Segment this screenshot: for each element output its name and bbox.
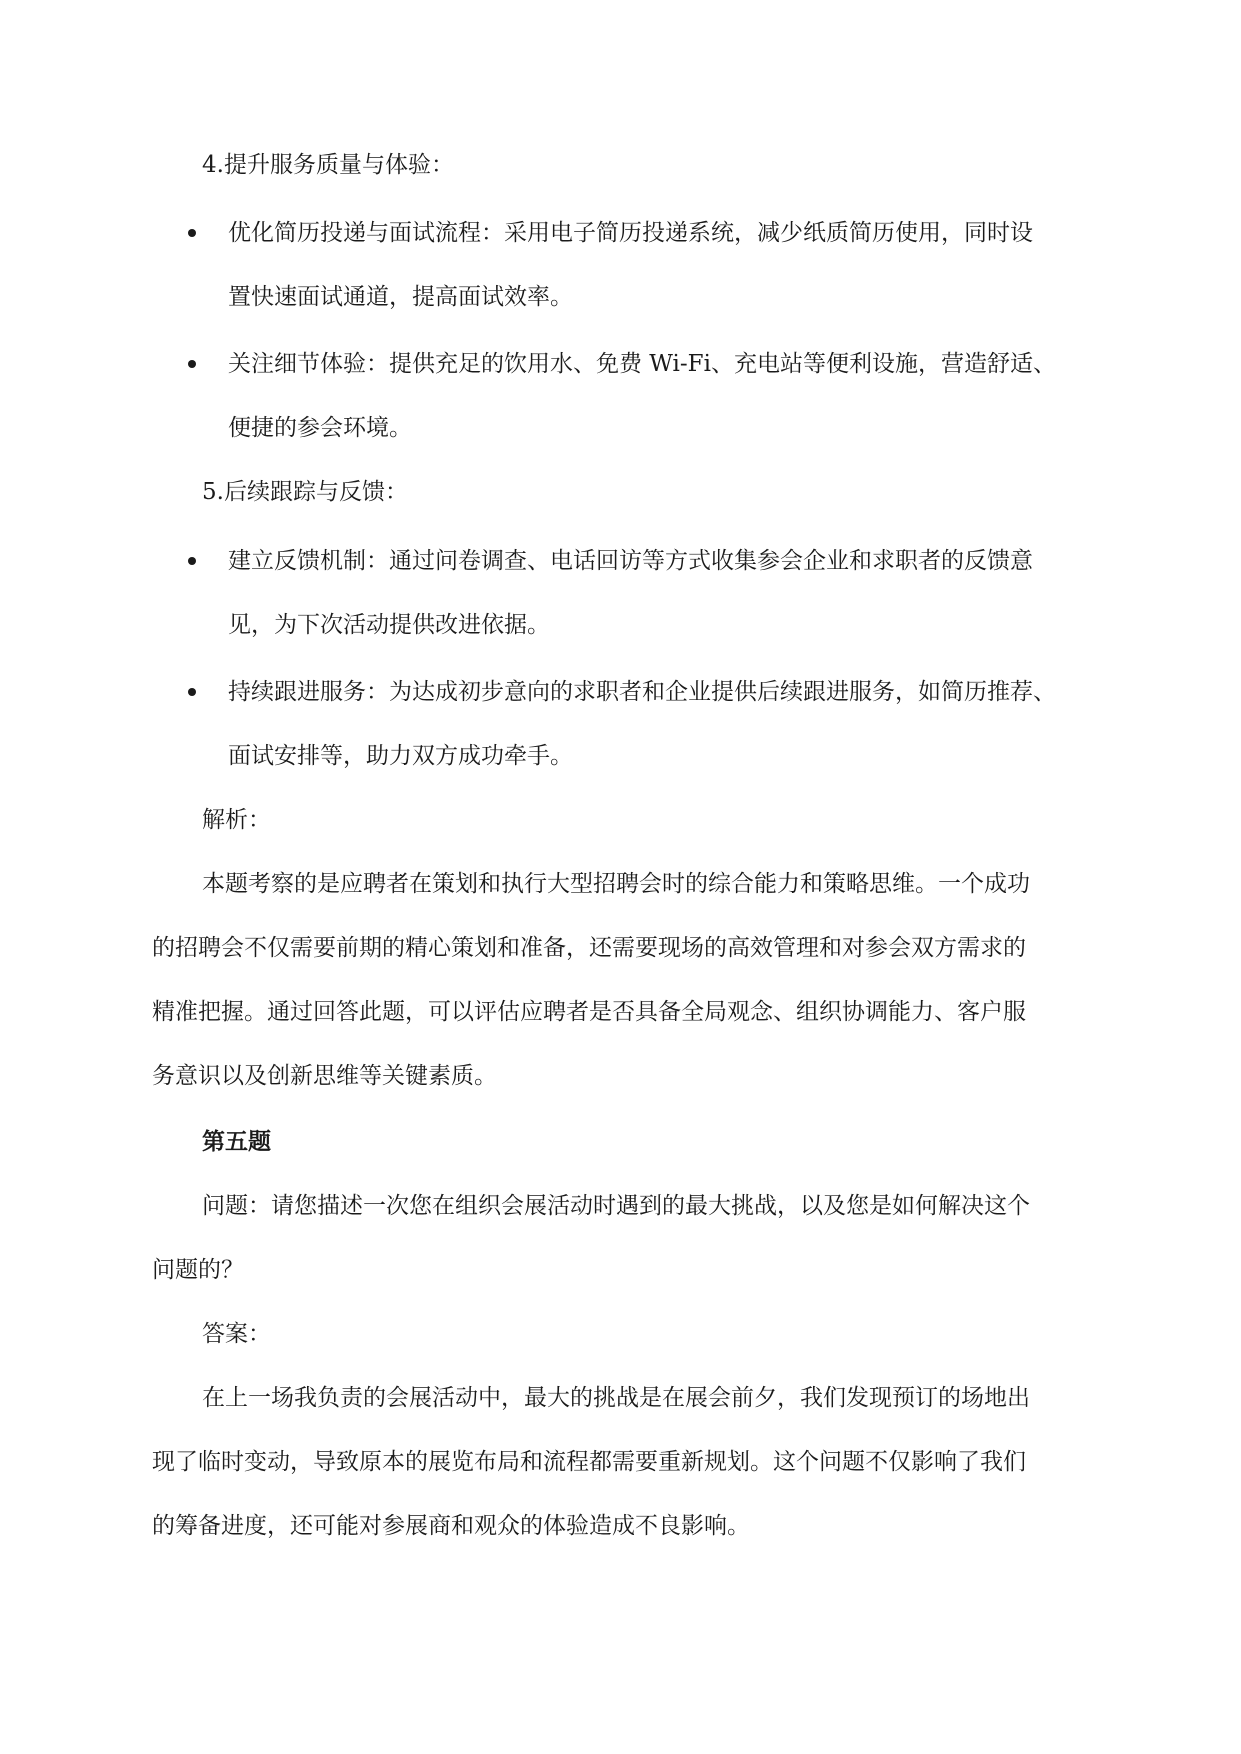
- analysis-label: 解析：: [202, 807, 271, 833]
- section4-heading: 4.提升服务质量与体验：: [202, 152, 454, 178]
- bullet-line: 建立反馈机制：通过问卷调查、电话回访等方式收集参会企业和求职者的反馈意: [228, 548, 1033, 574]
- bullet-dot-icon: [188, 360, 196, 368]
- analysis-paragraph-line: 务意识以及创新思维等关键素质。: [152, 1063, 497, 1089]
- section5-heading: 5.后续跟踪与反馈：: [202, 479, 408, 505]
- analysis-paragraph-line: 的招聘会不仅需要前期的精心策划和准备，还需要现场的高效管理和对参会双方需求的: [152, 935, 1026, 961]
- question-text-line: 问题的？: [152, 1257, 244, 1283]
- bullet-line: 关注细节体验：提供充足的饮用水、免费 Wi-Fi、充电站等便利设施，营造舒适、: [228, 351, 1056, 377]
- question-text-line: 问题：请您描述一次您在组织会展活动时遇到的最大挑战，以及您是如何解决这个: [202, 1193, 1030, 1219]
- bullet-line: 优化简历投递与面试流程：采用电子简历投递系统，减少纸质简历使用，同时设: [228, 220, 1033, 246]
- bullet-dot-icon: [188, 557, 196, 565]
- bullet-dot-icon: [188, 688, 196, 696]
- bullet-dot-icon: [188, 229, 196, 237]
- analysis-paragraph-line: 本题考察的是应聘者在策划和执行大型招聘会时的综合能力和策略思维。一个成功: [202, 871, 1030, 897]
- question-title: 第五题: [202, 1128, 271, 1155]
- answer-paragraph-line: 现了临时变动，导致原本的展览布局和流程都需要重新规划。这个问题不仅影响了我们: [152, 1449, 1026, 1475]
- answer-paragraph-line: 在上一场我负责的会展活动中，最大的挑战是在展会前夕，我们发现预订的场地出: [202, 1385, 1030, 1411]
- bullet-line-continued: 便捷的参会环境。: [228, 415, 412, 441]
- bullet-line: 持续跟进服务：为达成初步意向的求职者和企业提供后续跟进服务，如简历推荐、: [228, 679, 1056, 705]
- bullet-line-continued: 面试安排等，助力双方成功牵手。: [228, 743, 573, 769]
- bullet-line-continued: 见，为下次活动提供改进依据。: [228, 612, 550, 638]
- analysis-paragraph-line: 精准把握。通过回答此题，可以评估应聘者是否具备全局观念、组织协调能力、客户服: [152, 999, 1026, 1025]
- answer-paragraph-line: 的筹备进度，还可能对参展商和观众的体验造成不良影响。: [152, 1513, 750, 1539]
- bullet-line-continued: 置快速面试通道，提高面试效率。: [228, 284, 573, 310]
- answer-label: 答案：: [202, 1321, 271, 1347]
